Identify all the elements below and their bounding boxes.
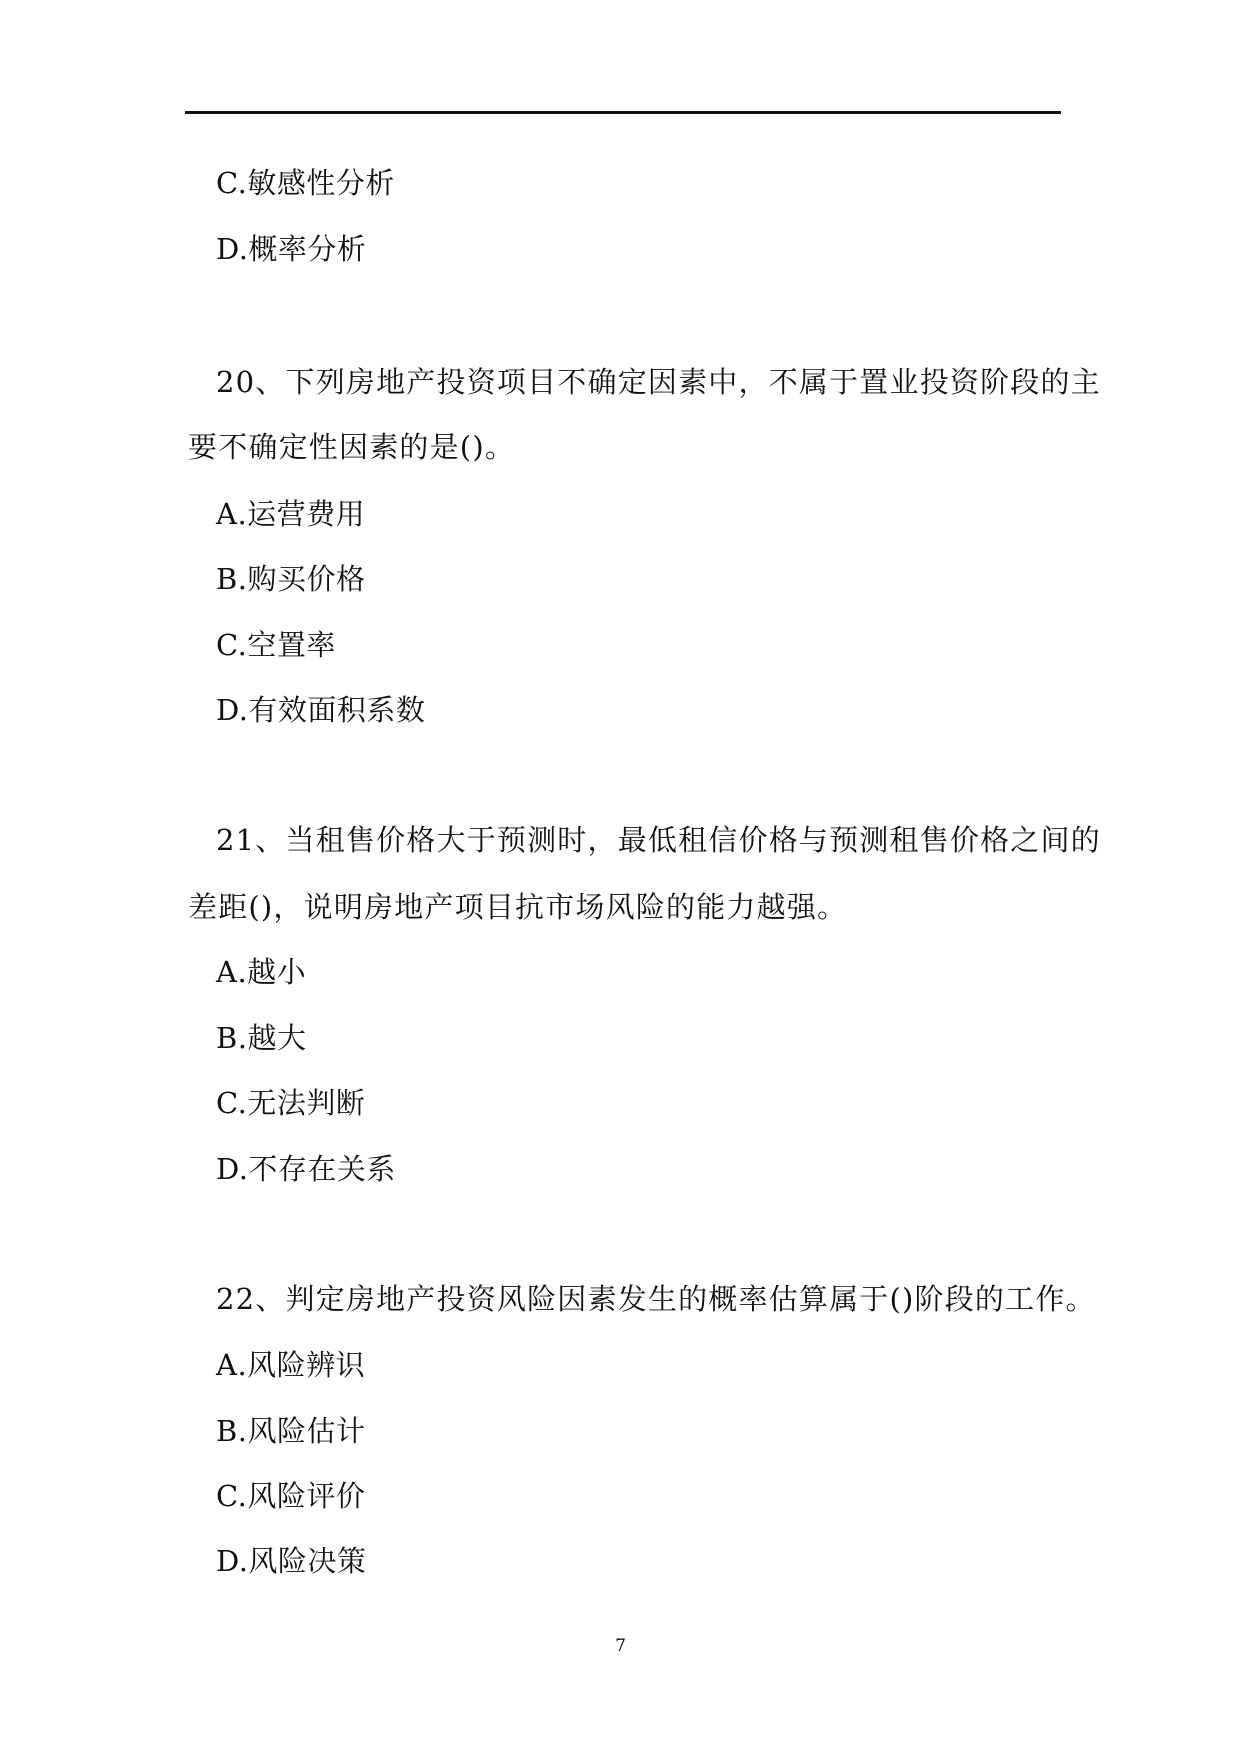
header-rule — [185, 111, 1061, 114]
question-20-stem-line-1: 20、下列房地产投资项目不确定因素中，不属于置业投资阶段的主 — [216, 365, 1101, 399]
question-22-option-d: D.风险决策 — [216, 1544, 367, 1578]
question-21-stem-line-1: 21、当租售价格大于预测时，最低租信价格与预测租售价格之间的 — [216, 823, 1101, 857]
question-21-option-d: D.不存在关系 — [216, 1152, 396, 1186]
option-c-prev: C.敏感性分析 — [216, 166, 395, 200]
question-21-option-c: C.无法判断 — [216, 1086, 366, 1120]
question-20-option-a: A.运营费用 — [216, 497, 366, 531]
question-20-option-b: B.购买价格 — [216, 562, 366, 596]
question-22-option-a: A.风险辨识 — [216, 1348, 366, 1382]
question-20-option-d: D.有效面积系数 — [216, 693, 426, 727]
question-21-option-b: B.越大 — [216, 1021, 307, 1055]
question-22-option-c: C.风险评价 — [216, 1479, 366, 1513]
page-number: 7 — [615, 1636, 626, 1656]
question-20-stem-line-2: 要不确定性因素的是()。 — [188, 430, 516, 464]
question-21-option-a: A.越小 — [216, 955, 307, 989]
question-20-option-c: C.空置率 — [216, 628, 336, 662]
option-d-prev: D.概率分析 — [216, 232, 367, 266]
question-22-option-b: B.风险估计 — [216, 1414, 366, 1448]
question-21-stem-line-2: 差距()，说明房地产项目抗市场风险的能力越强。 — [188, 890, 848, 924]
question-22-stem-line-1: 22、判定房地产投资风险因素发生的概率估算属于()阶段的工作。 — [216, 1282, 1096, 1316]
